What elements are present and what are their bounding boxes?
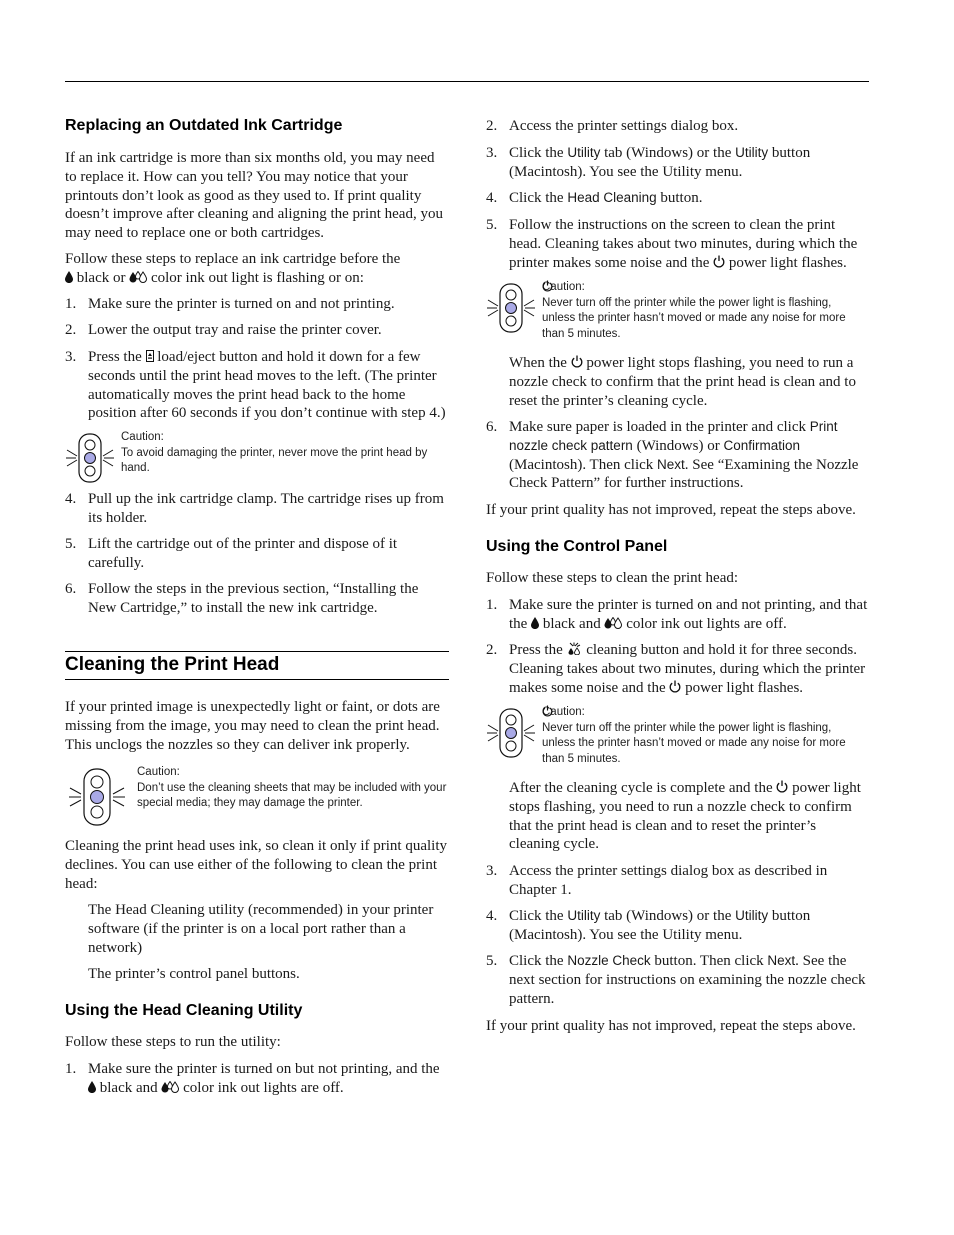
step-text-c: button (Macintosh). You see the Utility menu.: [509, 908, 811, 943]
caution-body-b: power light is flashing, unless the printer hasn’t moved or made any noise for more than 5 minutes.: [542, 721, 846, 765]
cleaning-paragraph-2: Cleaning the print head uses ink, so clean it only if print quality declines. You can use either of the following to clean the print head:: [65, 838, 448, 892]
step-text-b: power light flashes.: [728, 254, 847, 271]
caution-4-text: [542, 705, 852, 767]
caution-body-b: power light is flashing, unless the printer hasn’t moved or made any noise for more than 5 minutes.: [542, 296, 846, 340]
power-icon: [542, 705, 553, 717]
step-text: Lower the output tray and raise the printer cover.: [88, 322, 382, 338]
step-text: Pull up the ink cartridge clamp. The cartridge rises up from its holder.: [88, 491, 444, 526]
step-text-b: tab (Windows) or the: [604, 908, 732, 924]
next-button-label: Next: [657, 456, 685, 472]
panel-step-2: [486, 641, 870, 697]
step-text-b: black and: [542, 615, 601, 632]
color-ink-drops-icon: [161, 1081, 179, 1093]
when-text-a: When the: [509, 355, 567, 371]
step-number: 6.: [486, 419, 498, 435]
replace-p2-text-b: black or: [76, 269, 126, 286]
step-text-c: color ink out lights are off.: [626, 615, 787, 632]
step-number: 2.: [486, 642, 498, 658]
replace-paragraph-2: [65, 250, 449, 288]
caution-body: [542, 721, 852, 768]
caution-box-2: [65, 765, 449, 831]
panel-step-5: [486, 952, 870, 1008]
section-rule-top: [65, 651, 449, 652]
step-number: 3.: [486, 863, 498, 879]
step-text-a: Make sure paper is loaded in the printer and click: [509, 419, 806, 435]
replace-step-4: [65, 490, 449, 528]
replace-p2-text-c: color ink out light is flashing or on:: [150, 269, 364, 286]
step-number: 4.: [486, 190, 498, 206]
utility-repeat-paragraph: If your print quality has not improved, repeat the steps above.: [486, 502, 856, 518]
step-text-c: . See the next section for instructions on examining the nozzle check pattern.: [509, 953, 866, 1007]
after-paragraph: [509, 779, 870, 854]
step-text-a: Click the: [509, 190, 564, 206]
after-text-a: After the cleaning cycle is complete and the: [509, 780, 773, 796]
step-text-b: tab (Windows) or the: [604, 145, 732, 161]
page-top-rule: [65, 81, 869, 82]
caution-3-text: [542, 280, 852, 342]
step-number: 2.: [486, 118, 498, 134]
caution-1-text: [121, 430, 451, 477]
step-text-b: button.: [660, 190, 703, 206]
step-number: 4.: [486, 908, 498, 924]
step-text: [88, 1060, 449, 1098]
caution-body: Don’t use the cleaning sheets that may be included with your special media; they may damage the printer.: [137, 781, 447, 810]
step-number: 1.: [65, 1061, 77, 1077]
replace-step-1: [65, 295, 449, 314]
black-ink-drop-icon: [65, 271, 73, 283]
when-text-b: power light stops flashing, you need to run a nozzle check to confirm that the print head is clean and to reset the printer’s cleaning cycle.: [509, 355, 856, 409]
step-number: 1.: [65, 296, 77, 312]
utility-step-1: [65, 1060, 449, 1098]
step-text: [509, 596, 870, 634]
step-text: [509, 952, 870, 1008]
step-text-a: Press the: [88, 349, 142, 365]
replace-heading: Replacing an Outdated Ink Cartridge: [65, 117, 343, 134]
caution-body: [542, 296, 852, 343]
color-ink-drops-icon: [129, 271, 147, 283]
step-number: 2.: [65, 322, 77, 338]
replace-step-6: [65, 580, 449, 618]
caution-label: Caution:: [121, 431, 164, 443]
caution-box-3: [486, 280, 870, 342]
step-text: Access the printer settings dialog box.: [509, 118, 739, 134]
print-nozzle-check-button-label: Print nozzle check pattern: [509, 419, 838, 453]
control-panel-heading: Using the Control Panel: [486, 538, 668, 555]
replace-paragraph-1: If an ink cartridge is more than six months old, you may need to replace it. How can you tell? You may notice that your printouts don’t look as good as they used to. If print quality doesn’t improve after cleaning and aligning the print head, you may need to replace one or both cartridges.: [65, 150, 443, 242]
power-icon: [669, 680, 681, 693]
power-icon: [713, 255, 725, 268]
step-text: [509, 189, 870, 208]
after-text-b: power light stops flashing, you need to run a nozzle check to confirm that the print head is clean and to reset the printer’s cleaning cycle.: [509, 780, 861, 853]
step-text: Follow the steps in the previous section, “Installing the New Cartridge,” to install the new ink cartridge.: [88, 581, 419, 616]
step-number: 3.: [486, 145, 498, 161]
panel-repeat-paragraph: If your print quality has not improved, repeat the steps above.: [486, 1018, 856, 1034]
caution-label: Caution:: [542, 281, 585, 293]
head-cleaning-button-label: Head Cleaning: [567, 190, 657, 205]
caution-traffic-light-icon: [65, 430, 117, 486]
panel-step-3: [486, 862, 870, 900]
cleaning-button-icon: [567, 642, 583, 655]
power-icon: [542, 280, 553, 292]
panel-step-1: [486, 596, 870, 634]
step-text: [509, 216, 870, 272]
power-icon: [776, 780, 788, 793]
step-text-b: button. Then click: [654, 953, 764, 969]
caution-label: Caution:: [542, 706, 585, 718]
step-number: 5.: [486, 217, 498, 233]
caution-body-a: Never turn off the printer while the: [542, 296, 716, 309]
when-paragraph: [509, 354, 870, 410]
utility-step-6: [486, 418, 870, 493]
step-text: [509, 907, 870, 945]
caution-box-4: [486, 705, 870, 767]
utility-tab-label: Utility: [567, 908, 601, 923]
step-text-b: cleaning button and hold it for three seconds. Cleaning takes about two minutes, during which the printer makes some noise and the: [509, 642, 866, 696]
step-text: [509, 144, 870, 182]
caution-traffic-light-icon: [486, 280, 536, 336]
step-number: 6.: [65, 581, 77, 597]
step-text: Lift the cartridge out of the printer and dispose of it carefully.: [88, 536, 398, 571]
utility-paragraph-1: Follow these steps to run the utility:: [65, 1034, 281, 1050]
caution-body-a: Never turn off the printer while the: [542, 721, 716, 734]
step-text: Access the printer settings dialog box as described in Chapter 1.: [509, 863, 828, 898]
utility-step-5: [486, 216, 870, 272]
caution-label: Caution:: [137, 766, 180, 778]
step-text-c: (Macintosh). Then click: [509, 456, 654, 473]
utility-heading: Using the Head Cleaning Utility: [65, 1002, 303, 1019]
step-text-b: (Windows) or: [636, 437, 720, 454]
step-text-a: Press the: [509, 642, 563, 658]
control-panel-paragraph-1: Follow these steps to clean the print head:: [486, 570, 739, 586]
step-text-c: color ink out lights are off.: [183, 1079, 344, 1096]
caution-2-text: [137, 765, 449, 812]
step-number: 5.: [65, 536, 77, 552]
step-number: 3.: [65, 349, 77, 365]
utility-tab-label: Utility: [567, 145, 601, 160]
power-icon: [571, 355, 583, 368]
confirmation-button-label: Confirmation: [723, 437, 800, 453]
utility-button-label: Utility: [735, 145, 769, 160]
step-text-a: Make sure the printer is turned on but not printing, and the: [88, 1061, 440, 1077]
replace-p2-text-a: Follow these steps to replace an ink cartridge before the: [65, 251, 401, 267]
replace-step-5: [65, 535, 449, 573]
step-text-b: black and: [99, 1079, 158, 1096]
replace-step-2: [65, 321, 449, 340]
utility-step-4: [486, 189, 870, 208]
cleaning-heading: Cleaning the Print Head: [65, 654, 280, 675]
step-text: [509, 418, 870, 493]
cleaning-option-1: The Head Cleaning utility (recommended) in your printer software (if the printer is on a local port rather than a network): [88, 902, 434, 956]
step-text-a: Click the: [509, 145, 564, 161]
next-button-label: Next: [767, 953, 796, 968]
step-text-c: power light flashes.: [685, 679, 804, 696]
section-rule-bottom: [65, 679, 449, 680]
step-text-a: Make sure the printer is turned on and not printing, and that the: [509, 597, 868, 632]
step-text: [88, 348, 449, 423]
utility-step-2: [486, 117, 870, 136]
step-text-d: . See “Examining the Nozzle Check Pattern” for further instructions.: [509, 456, 859, 492]
step-text-a: Click the: [509, 908, 564, 924]
step-text-b: load/eject button and hold it down for a few seconds until the print head moves to the left. (The printer automatically moves the print head back to the home position after 60 seconds if you don’t continue with step 4.): [88, 349, 446, 422]
caution-box-1: [65, 430, 449, 486]
caution-traffic-light-icon: [65, 765, 127, 829]
caution-traffic-light-icon: [486, 705, 536, 761]
cleaning-paragraph-1: If your printed image is unexpectedly light or faint, or dots are missing from the image, you may need to clean the print head. This unclogs the nozzles so they can deliver ink properly.: [65, 699, 440, 753]
utility-button-label: Utility: [735, 908, 769, 923]
caution-body: To avoid damaging the printer, never move the print head by hand.: [121, 446, 428, 475]
black-ink-drop-icon: [531, 617, 539, 629]
step-text: [509, 641, 870, 697]
step-text-c: button (Macintosh). You see the Utility menu.: [509, 145, 811, 180]
utility-step-3: [486, 144, 870, 182]
color-ink-drops-icon: [604, 617, 622, 629]
cleaning-option-2: The printer’s control panel buttons.: [88, 966, 300, 982]
step-number: 4.: [65, 491, 77, 507]
step-number: 5.: [486, 953, 498, 969]
replace-step-3: [65, 348, 449, 423]
black-ink-drop-icon: [88, 1081, 96, 1093]
step-text: Make sure the printer is turned on and not printing.: [88, 296, 395, 312]
step-number: 1.: [486, 597, 498, 613]
load-eject-icon: [146, 350, 154, 362]
step-text-a: Click the: [509, 953, 564, 969]
step-text-a: Follow the instructions on the screen to clean the print head. Cleaning takes about two minutes, during which the printer makes some noise and the: [509, 217, 858, 271]
nozzle-check-button-label: Nozzle Check: [567, 953, 651, 968]
panel-step-4: [486, 907, 870, 945]
